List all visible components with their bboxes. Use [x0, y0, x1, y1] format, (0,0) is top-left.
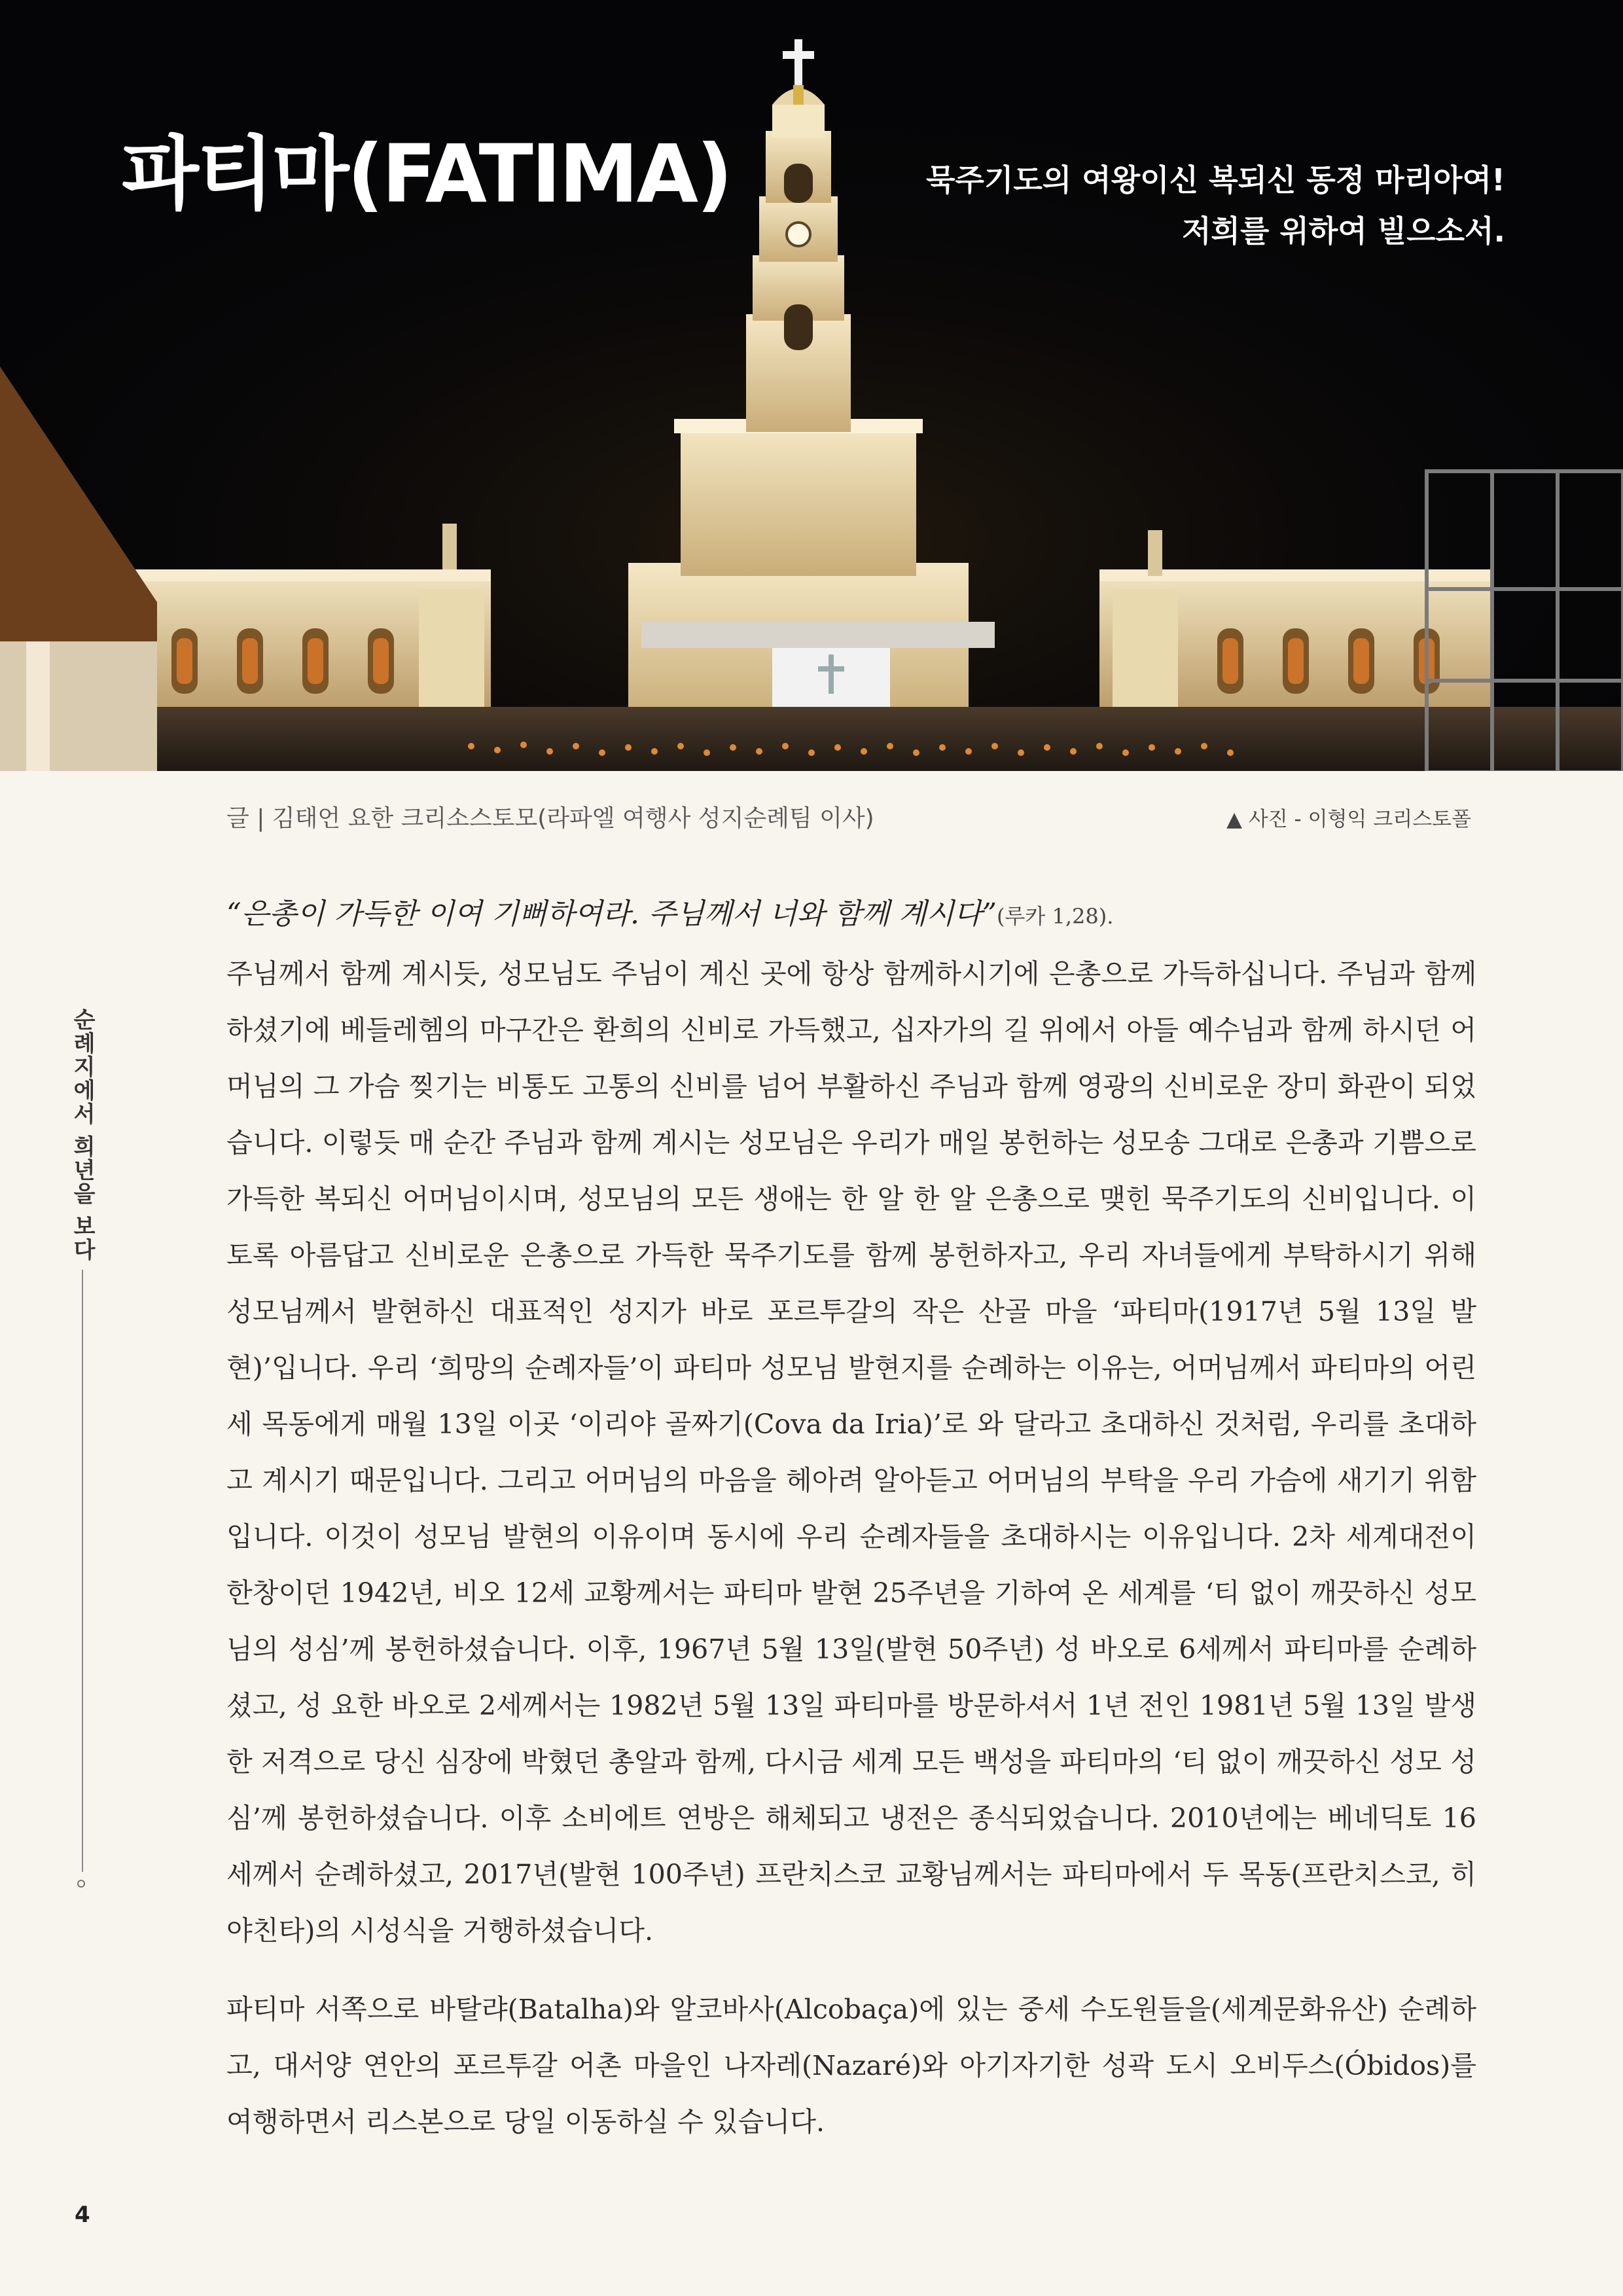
- author-byline: 글 | 김태언 요한 크리소스토모(라파엘 여행사 성지순례팀 이사): [226, 805, 874, 832]
- page-title: 파티마(FATIMA): [122, 128, 731, 221]
- sidebar-rule: [82, 1270, 83, 1872]
- prayer-line-2: 저희를 위하여 빌으소서.: [1182, 213, 1505, 249]
- article-paragraph-1: 주님께서 함께 계시듯, 성모님도 주님이 계신 곳에 항상 함께하시기에 은총으로 가득하십니다. 주님과 함께하셨기에 베들레헴의 마구간은 환희의 신비로 가득했고, 십자가의 길 위에서 아들 예수님과 함께 하시던 어머님의 그 가슴 찢기는 비통도 고통의 신비를 넘어 부활하신 주님과 함께 영광의 신비로운 장미 화관이 되었습니다. 이렇듯 매 순간 주님과 함께 계시는 성모님은 우리가 매일 봉헌하는 성모송 그대로 은총과 기쁨으로 가득한 복되신 어머님이시며, 성모님의 모든 생애는 한 알 한 알 은총으로 맺힌 묵주기도의 신비입니다. 이토록 아름답고 신비로운 은총으로 가득한 묵주기도를 함께 봉헌하자고, 우리 자녀들에게 부탁하시기 위해 성모님께서 발현하신 대표적인 성지가 바로 포르투갈의 작은 산골 마을 ‘파티마(1917년 5월 13일 발현)’입니다. 우리 ‘희망의 순례자들’이 파티마 성모님 발현지를 순례하는 이유는, 어머님께서 파티마의 어린 세 목동에게 매월 13일 이곳 ‘이리야 골짜기(Cova da Iria)’로 와 달라고 초대하신 것처럼, 우리를 초대하고 계시기 때문입니다. 그리고 어머님의 마음을 헤아려 알아듣고 어머님의 부탁을 우리 가슴에 새기기 위함입니다. 이것이 성모님 발현의 이유이며 동시에 우리 순례자들을 초대하시는 이유입니다. 2차 세계대전이 한창이던 1942년, 비오 12세 교황께서는 파티마 발현 25주년을 기하여 온 세계를 ‘티 없이 깨끗하신 성모님의 성심’께 봉헌하셨습니다. 이후, 1967년 5월 13일(발현 50주년) 성 바오로 6세께서 파티마를 순례하셨고, 성 요한 바오로 2세께서는 1982년 5월 13일 파티마를 방문하셔서 1년 전인 1981년 5월 13일 발생한 저격으로 당신 심장에 박혔던 총알과 함께, 다시금 세계 모든 백성을 파티마의 ‘티 없이 깨끗하신 성모 성심’께 봉헌하셨습니다. 이후 소비에트 연방은 해체되고 냉전은 종식되었습니다. 2010년에는 베네딕토 16세께서 순례하셨고, 2017년(발현 100주년) 프란치스코 교황님께서는 파티마에서 두 목동(프란치스코, 히야친타)의 시성식을 거행하셨습니다.: [226, 958, 1476, 1946]
- article-body: [226, 885, 1476, 2150]
- quote-reference: (루카 1,28).: [996, 904, 1114, 929]
- hero-photo: [0, 0, 1623, 771]
- page-number: 4: [75, 2202, 90, 2228]
- photo-credit: ▲ 사진 - 이형익 크리스토폴: [1226, 808, 1471, 831]
- basilica-night-photo: [0, 0, 1623, 771]
- section-sidebar: [63, 1008, 102, 2245]
- article-paragraph-2: 파티마 서쪽으로 바탈랴(Batalha)와 알코바사(Alcobaça)에 있는 중세 수도원들을(세계문화유산) 순례하고, 대서양 연안의 포르투갈 어촌 마을인 나자레(Nazaré)와 아기자기한 성곽 도시 오비두스(Óbidos)를 여행하면서 리스본으로 당일 이동하실 수 있습니다.: [226, 1994, 1476, 2138]
- sidebar-dot-icon: [77, 1880, 85, 1888]
- prayer-text: [926, 154, 1505, 257]
- section-title: 순례지에서 희년을 보다: [69, 1008, 96, 1262]
- scripture-quote: [226, 885, 1476, 946]
- quote-text: “은총이 가득한 이여 기뻐하여라. 주님께서 너와 함께 계시다”: [226, 897, 997, 931]
- prayer-line-1: 묵주기도의 여왕이신 복되신 동정 마리아여!: [926, 162, 1505, 198]
